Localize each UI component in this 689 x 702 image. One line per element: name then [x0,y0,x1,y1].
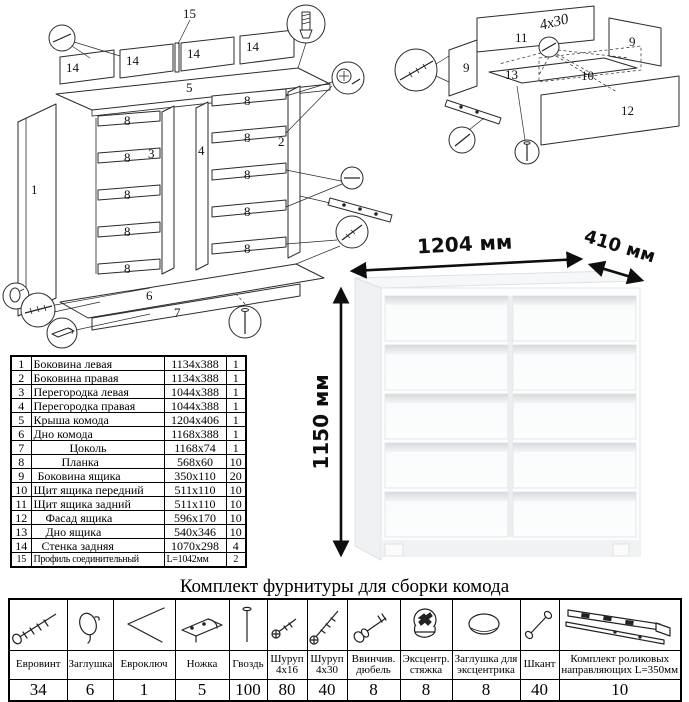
hardware-icons-row [9,599,681,651]
part-label-10: 10 [581,68,594,83]
part-size: 511x110 [164,497,226,511]
hardware-item-name: Ввинчив. дюбель [347,651,400,680]
part-qty: 1 [226,427,246,441]
part-size: 350x110 [164,469,226,483]
part-label-8: 8 [244,93,251,108]
hardware-kit-table [8,598,682,702]
table-row [11,455,246,469]
part-label-8: 8 [124,224,131,239]
table-row [11,399,246,413]
foot-icon [176,602,226,648]
hardware-item-qty: 40 [307,680,347,702]
part-name: Профиль соединительный [31,553,164,568]
screw-size-note: 4x30 [538,11,571,34]
part-label-7: 7 [174,305,181,320]
part-qty: 10 [226,525,246,539]
part-name: Боковина левая [31,356,164,371]
dowel-detail-circle [287,5,325,68]
part-num: 5 [11,413,31,427]
part-label-8: 8 [124,187,131,202]
dowel-icon [521,602,556,648]
part-num: 11 [11,497,31,511]
euroscrew-icon [10,602,64,648]
part-name: Боковина ящика [31,469,164,483]
table-row [11,497,246,511]
part-label-14: 14 [246,39,259,54]
depth-dimension-label: 410 мм [581,225,658,268]
part-label-8: 8 [244,204,251,219]
part-name: Перегородка правая [31,399,164,413]
hardware-item-qty: 10 [559,680,681,702]
part-num: 1 [11,356,31,371]
parts-list-table [10,355,247,568]
table-row [11,483,246,497]
table-row [11,371,246,385]
part-size: 540x346 [164,525,226,539]
part-label-1: 1 [31,182,38,197]
part-qty: 2 [226,553,246,568]
part-size: 1070x298 [164,539,226,553]
part-size: 1044x388 [164,399,226,413]
part-num: 14 [11,539,31,553]
part-label-9: 9 [629,34,636,49]
part-size: 1134x388 [164,356,226,371]
part-label-8: 8 [124,113,131,128]
height-dimension-label: 1150 мм [309,374,333,470]
hardware-item-name: Заглушка [67,651,113,680]
hardware-item-qty: 8 [452,680,520,702]
table-row [11,469,246,483]
nail-detail-circle [49,25,120,58]
part-size: 596x170 [164,511,226,525]
part-qty: 1 [226,356,246,371]
hardware-item-qty: 34 [9,680,67,702]
width-dimension-label: 1204 мм [416,229,513,259]
hardware-item-name: Гвоздь [229,651,267,680]
part-label-8: 8 [124,261,131,276]
part-label-8: 8 [244,167,251,182]
part-label-15: 15 [183,6,196,21]
part-num: 15 [11,553,31,568]
part-qty: 10 [226,455,246,469]
part-name: Щит ящика передний [31,483,164,497]
part-name: Щит ящика задний [31,497,164,511]
part-qty: 1 [226,413,246,427]
table-row [11,539,246,553]
part-label-6: 6 [146,288,153,303]
roller-rails-icon [560,602,678,648]
part-label-13: 13 [505,67,518,82]
part-qty: 10 [226,483,246,497]
cap-icon [68,602,110,648]
part-label-8: 8 [124,150,131,165]
part-name: Фасад ящика [31,511,164,525]
part-label-11: 11 [515,30,528,45]
table-row [11,385,246,399]
table-row [11,356,246,371]
hardware-item-qty: 80 [267,680,307,702]
nail-icon [230,602,264,648]
hexkey-icon [114,602,172,648]
table-row [11,441,246,455]
profile-part [175,43,179,72]
hardware-qty-row [9,680,681,702]
part-name: Дно комода [31,427,164,441]
hardware-item-qty: 5 [175,680,229,702]
part-label-4: 4 [198,143,205,158]
part-qty: 20 [226,469,246,483]
cam-lock-icon [401,602,449,648]
hardware-item-qty: 100 [229,680,267,702]
hardware-item-name: Комплект роликовых направляющих L=350мм [559,651,681,680]
hardware-item-name: Евровинт [9,651,67,680]
part-qty: 1 [226,371,246,385]
part-size: 511x110 [164,483,226,497]
part-name: Крыша комода [31,413,164,427]
hardware-item-qty: 6 [67,680,113,702]
nail-detail-circle [515,86,539,164]
part-name: Планка [31,455,164,469]
part-size: 1134x388 [164,371,226,385]
table-row [11,511,246,525]
part-size: L=1042мм [164,553,226,568]
part-size: 1168x74 [164,441,226,455]
part-size: 1204x406 [164,413,226,427]
part-num: 2 [11,371,31,385]
screwin-dowel-icon [348,602,397,648]
part-size: 568x60 [164,455,226,469]
part-name: Перегородка левая [31,385,164,399]
screw-4x16-icon [268,602,304,648]
table-row [11,553,246,568]
part-name: Цоколь [31,441,164,455]
part-qty: 4 [226,539,246,553]
dresser-image [355,271,640,560]
hardware-item-name: Шуруп 4x16 [267,651,307,680]
table-row [11,525,246,539]
cam-cap-icon [453,602,515,648]
part-label-2: 2 [278,134,285,149]
hardware-kit-title: Комплект фурнитуры для сборки комода [179,576,510,597]
part-qty: 10 [226,511,246,525]
part-name: Дно ящика [31,525,164,539]
part-label-8: 8 [244,130,251,145]
part-label-14: 14 [187,46,200,61]
part-name: Боковина правая [31,371,164,385]
part-size: 1168x388 [164,427,226,441]
part-name: Стенка задняя [31,539,164,553]
part-qty: 1 [226,399,246,413]
part-qty: 1 [226,385,246,399]
part-label-5: 5 [186,80,193,95]
part-num: 3 [11,385,31,399]
screw-4x30-icon [308,602,344,648]
product-render [309,225,689,575]
hardware-item-qty: 8 [347,680,400,702]
part-num: 6 [11,427,31,441]
part-label-14: 14 [66,60,79,75]
drawer-exploded-diagram [389,0,689,170]
part-num: 13 [11,525,31,539]
width-dimension-arrow [353,259,580,271]
euroscrew-detail-circle [395,49,449,91]
part-num: 7 [11,441,31,455]
table-row [11,413,246,427]
part-num: 9 [11,469,31,483]
hardware-item-name: Шкант [520,651,559,680]
part-num: 12 [11,511,31,525]
hardware-item-qty: 1 [113,680,175,702]
table-row [11,427,246,441]
part-size: 1044x388 [164,385,226,399]
part-label-9: 9 [463,60,470,75]
hardware-item-name: Заглушка для эксцентрика [452,651,520,680]
hardware-item-name: Эксцентр. стяжка [400,651,452,680]
hardware-item-qty: 8 [400,680,452,702]
rail-screw-callout [445,100,501,153]
hardware-item-qty: 40 [520,680,559,702]
part-label-8: 8 [244,241,251,256]
hardware-item-name: Шуруп 4x30 [307,651,347,680]
part-label-14: 14 [126,53,139,68]
hardware-item-name: Ножка [175,651,229,680]
part-label-3: 3 [148,146,155,161]
part-qty: 1 [226,441,246,455]
part-qty: 10 [226,497,246,511]
part-num: 10 [11,483,31,497]
part-num: 4 [11,399,31,413]
hardware-item-name: Евроключ [113,651,175,680]
part-num: 8 [11,455,31,469]
hardware-names-row [9,651,681,680]
part-label-12: 12 [621,103,634,118]
